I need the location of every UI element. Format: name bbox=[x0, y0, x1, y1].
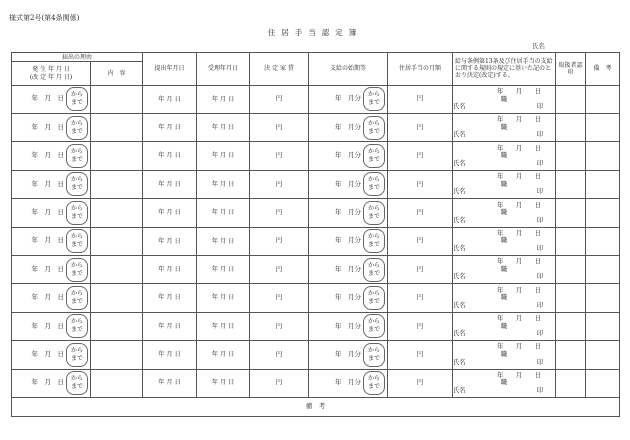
remarks-cell[interactable] bbox=[586, 113, 620, 141]
from-label: から bbox=[70, 91, 83, 99]
from-until-bracket bbox=[66, 172, 88, 196]
decision-text-header: 給与条例第13条及び住居手当の支給に関する規則の規定に基いた記のとおり決定(改定)する。 bbox=[453, 53, 556, 86]
handler-seal-cell[interactable] bbox=[556, 312, 586, 340]
occurrence-date-text: 年 月 日 bbox=[31, 293, 64, 302]
submission-date-cell[interactable]: 年 月 日 bbox=[143, 199, 197, 227]
from-label: から bbox=[70, 318, 83, 326]
seal-label: 印 bbox=[536, 330, 544, 338]
occurrence-date-cell[interactable] bbox=[12, 227, 91, 255]
seal-label: 印 bbox=[536, 131, 544, 139]
occurrence-date-text: 年 月 日 bbox=[31, 122, 64, 131]
until-label: まで bbox=[70, 156, 83, 164]
decision-date: 年 月 日 bbox=[496, 229, 542, 237]
from-until-bracket bbox=[66, 314, 88, 338]
submission-date-cell[interactable]: 年 月 日 bbox=[143, 312, 197, 340]
decision-date: 年 月 日 bbox=[496, 173, 542, 181]
post-label: 職 bbox=[500, 180, 508, 188]
from-label: から bbox=[368, 261, 381, 269]
payment-start-cell[interactable] bbox=[309, 341, 388, 369]
occurrence-date-text: 年 月 日 bbox=[31, 264, 64, 273]
decision-date: 年 月 日 bbox=[496, 87, 542, 95]
revision-date-label: (改 定 年 月 日) bbox=[29, 73, 73, 81]
from-until-bracket bbox=[363, 144, 385, 168]
register-row bbox=[12, 85, 620, 113]
decision-cell[interactable] bbox=[453, 312, 556, 340]
from-until-bracket bbox=[66, 286, 88, 310]
submission-date-cell[interactable]: 年 月 日 bbox=[143, 369, 197, 397]
month-portion-text: 年 月分 bbox=[335, 378, 362, 387]
remarks-cell[interactable] bbox=[586, 255, 620, 283]
from-label: から bbox=[70, 176, 83, 184]
post-label: 職 bbox=[500, 123, 508, 131]
payment-start-cell[interactable] bbox=[309, 312, 388, 340]
remarks-cell[interactable] bbox=[586, 312, 620, 340]
month-portion-text: 年 月分 bbox=[335, 94, 362, 103]
allowance-amount-cell[interactable]: 円 bbox=[388, 341, 453, 369]
receipt-date-cell[interactable]: 年 月 日 bbox=[197, 170, 250, 198]
decided-rent-cell[interactable]: 円 bbox=[250, 113, 309, 141]
payment-start-cell[interactable] bbox=[309, 142, 388, 170]
until-label: まで bbox=[368, 184, 381, 192]
from-until-bracket bbox=[66, 229, 88, 253]
payment-start-cell[interactable] bbox=[309, 284, 388, 312]
allowance-amount-cell[interactable]: 円 bbox=[388, 85, 453, 113]
occurrence-date-cell[interactable] bbox=[12, 142, 91, 170]
until-label: まで bbox=[70, 354, 83, 362]
receipt-date-cell[interactable]: 年 月 日 bbox=[197, 284, 250, 312]
remarks-cell[interactable] bbox=[586, 85, 620, 113]
from-label: から bbox=[70, 261, 83, 269]
decision-cell[interactable] bbox=[453, 113, 556, 141]
allowance-amount-header: 住居手当の月額 bbox=[388, 53, 453, 86]
seal-label: 印 bbox=[536, 245, 544, 253]
register-row bbox=[12, 369, 620, 397]
allowance-amount-cell[interactable]: 円 bbox=[388, 113, 453, 141]
allowance-amount-cell[interactable]: 円 bbox=[388, 369, 453, 397]
decided-rent-cell[interactable]: 円 bbox=[250, 312, 309, 340]
content-cell[interactable] bbox=[91, 85, 143, 113]
from-until-bracket bbox=[66, 87, 88, 111]
submission-date-cell[interactable]: 年 月 日 bbox=[143, 113, 197, 141]
decision-date: 年 月 日 bbox=[496, 144, 542, 152]
receipt-date-cell[interactable]: 年 月 日 bbox=[197, 113, 250, 141]
decided-rent-cell[interactable]: 円 bbox=[250, 284, 309, 312]
handler-seal-cell[interactable] bbox=[556, 142, 586, 170]
handler-seal-cell[interactable] bbox=[556, 170, 586, 198]
from-label: から bbox=[70, 233, 83, 241]
from-label: から bbox=[70, 289, 83, 297]
from-until-bracket bbox=[363, 286, 385, 310]
until-label: まで bbox=[70, 383, 83, 391]
decided-rent-cell[interactable]: 円 bbox=[250, 369, 309, 397]
occurrence-date-text: 年 月 日 bbox=[31, 236, 64, 245]
decision-cell[interactable] bbox=[453, 341, 556, 369]
decided-rent-header: 決 定 家 賃 bbox=[250, 53, 309, 86]
decision-date: 年 月 日 bbox=[496, 371, 542, 379]
content-cell[interactable] bbox=[91, 170, 143, 198]
remarks-header: 備 考 bbox=[586, 53, 620, 86]
occurrence-date-label: 発 生 年 月 日 bbox=[32, 66, 70, 74]
until-label: まで bbox=[368, 269, 381, 277]
register-row bbox=[12, 341, 620, 369]
occurrence-date-cell[interactable] bbox=[12, 113, 91, 141]
register-row bbox=[12, 227, 620, 255]
month-portion-text: 年 月分 bbox=[335, 293, 362, 302]
post-label: 職 bbox=[500, 152, 508, 160]
remarks-cell[interactable] bbox=[586, 341, 620, 369]
from-label: から bbox=[70, 346, 83, 354]
seal-label: 印 bbox=[536, 103, 544, 111]
until-label: まで bbox=[368, 354, 381, 362]
submission-date-header: 提出年月日 bbox=[143, 53, 197, 86]
decision-cell[interactable] bbox=[453, 142, 556, 170]
until-label: まで bbox=[368, 326, 381, 334]
receipt-date-header: 受理年月日 bbox=[197, 53, 250, 86]
decision-cell[interactable] bbox=[453, 255, 556, 283]
decided-rent-cell[interactable]: 円 bbox=[250, 199, 309, 227]
from-until-bracket bbox=[66, 371, 88, 395]
from-until-bracket bbox=[66, 144, 88, 168]
until-label: まで bbox=[70, 269, 83, 277]
decision-cell[interactable] bbox=[453, 284, 556, 312]
register-row bbox=[12, 170, 620, 198]
from-label: から bbox=[368, 204, 381, 212]
month-portion-text: 年 月分 bbox=[335, 179, 362, 188]
from-label: から bbox=[70, 204, 83, 212]
from-until-bracket bbox=[363, 87, 385, 111]
register-row bbox=[12, 113, 620, 141]
from-label: から bbox=[368, 375, 381, 383]
decision-date: 年 月 日 bbox=[496, 286, 542, 294]
occurrence-date-cell[interactable] bbox=[12, 199, 91, 227]
from-label: から bbox=[70, 375, 83, 383]
occurrence-date-text: 年 月 日 bbox=[31, 151, 64, 160]
until-label: まで bbox=[70, 127, 83, 135]
until-label: まで bbox=[70, 298, 83, 306]
from-until-bracket bbox=[363, 258, 385, 282]
name-label: 氏名 bbox=[532, 42, 545, 50]
seal-label: 印 bbox=[536, 301, 544, 309]
month-portion-text: 年 月分 bbox=[335, 151, 362, 160]
receipt-date-cell[interactable]: 年 月 日 bbox=[197, 199, 250, 227]
decider-name-label: 氏名 bbox=[453, 330, 466, 338]
decider-name-label: 氏名 bbox=[453, 301, 466, 309]
content-cell[interactable] bbox=[91, 312, 143, 340]
until-label: まで bbox=[70, 326, 83, 334]
until-label: まで bbox=[368, 383, 381, 391]
occurrence-date-cell[interactable] bbox=[12, 255, 91, 283]
receipt-date-cell[interactable]: 年 月 日 bbox=[197, 227, 250, 255]
remarks-cell[interactable] bbox=[586, 142, 620, 170]
until-label: まで bbox=[368, 127, 381, 135]
decided-rent-cell[interactable]: 円 bbox=[250, 85, 309, 113]
occurrence-date-text: 年 月 日 bbox=[31, 179, 64, 188]
from-label: から bbox=[70, 147, 83, 155]
from-label: から bbox=[368, 346, 381, 354]
month-portion-text: 年 月分 bbox=[335, 349, 362, 358]
handler-seal-cell[interactable] bbox=[556, 369, 586, 397]
from-until-bracket bbox=[363, 201, 385, 225]
until-label: まで bbox=[368, 99, 381, 107]
allowance-register-table bbox=[11, 52, 620, 417]
month-portion-text: 年 月分 bbox=[335, 236, 362, 245]
decided-rent-cell[interactable]: 円 bbox=[250, 255, 309, 283]
payment-start-header: 支給の始期等 bbox=[309, 53, 388, 86]
remarks-cell[interactable] bbox=[586, 284, 620, 312]
until-label: まで bbox=[70, 212, 83, 220]
receipt-date-cell[interactable]: 年 月 日 bbox=[197, 369, 250, 397]
decision-cell[interactable] bbox=[453, 85, 556, 113]
occurrence-date-text: 年 月 日 bbox=[31, 207, 64, 216]
payment-start-cell[interactable] bbox=[309, 113, 388, 141]
payment-start-cell[interactable] bbox=[309, 85, 388, 113]
content-cell[interactable] bbox=[91, 284, 143, 312]
occurrence-date-text: 年 月 日 bbox=[31, 378, 64, 387]
month-portion-text: 年 月分 bbox=[335, 207, 362, 216]
notification-reason-header: 届出の理由 bbox=[12, 53, 143, 62]
from-label: から bbox=[368, 119, 381, 127]
post-label: 職 bbox=[500, 209, 508, 217]
submission-date-cell[interactable]: 年 月 日 bbox=[143, 85, 197, 113]
post-label: 職 bbox=[500, 265, 508, 273]
handler-seal-cell[interactable] bbox=[556, 341, 586, 369]
payment-start-cell[interactable] bbox=[309, 227, 388, 255]
handler-seal-cell[interactable] bbox=[556, 255, 586, 283]
until-label: まで bbox=[70, 184, 83, 192]
allowance-amount-cell[interactable]: 円 bbox=[388, 170, 453, 198]
submission-date-cell[interactable]: 年 月 日 bbox=[143, 142, 197, 170]
allowance-amount-cell[interactable]: 円 bbox=[388, 199, 453, 227]
footer-remarks-row bbox=[12, 397, 620, 416]
from-until-bracket bbox=[363, 229, 385, 253]
receipt-date-cell[interactable]: 年 月 日 bbox=[197, 85, 250, 113]
decider-name-label: 氏名 bbox=[453, 216, 466, 224]
seal-label: 印 bbox=[536, 358, 544, 366]
decision-cell[interactable] bbox=[453, 170, 556, 198]
seal-label: 印 bbox=[536, 159, 544, 167]
payment-start-cell[interactable] bbox=[309, 369, 388, 397]
from-label: から bbox=[368, 289, 381, 297]
decided-rent-cell[interactable]: 円 bbox=[250, 170, 309, 198]
seal-label: 印 bbox=[536, 273, 544, 281]
content-cell[interactable] bbox=[91, 227, 143, 255]
post-label: 職 bbox=[500, 237, 508, 245]
content-header: 内 容 bbox=[91, 62, 143, 85]
allowance-amount-cell[interactable]: 円 bbox=[388, 255, 453, 283]
month-portion-text: 年 月分 bbox=[335, 264, 362, 273]
handler-seal-cell[interactable] bbox=[556, 227, 586, 255]
allowance-amount-cell[interactable]: 円 bbox=[388, 142, 453, 170]
register-row bbox=[12, 255, 620, 283]
occurrence-date-cell[interactable] bbox=[12, 284, 91, 312]
occurrence-date-cell[interactable] bbox=[12, 341, 91, 369]
month-portion-text: 年 月分 bbox=[335, 122, 362, 131]
decided-rent-cell[interactable]: 円 bbox=[250, 341, 309, 369]
handler-seal-cell[interactable] bbox=[556, 284, 586, 312]
decider-name-label: 氏名 bbox=[453, 245, 466, 253]
occurrence-date-text: 年 月 日 bbox=[31, 321, 64, 330]
content-cell[interactable] bbox=[91, 142, 143, 170]
submission-date-cell[interactable]: 年 月 日 bbox=[143, 341, 197, 369]
from-until-bracket bbox=[363, 116, 385, 140]
allowance-amount-cell[interactable]: 円 bbox=[388, 312, 453, 340]
occurrence-date-cell[interactable] bbox=[12, 170, 91, 198]
occurrence-date-cell[interactable] bbox=[12, 85, 91, 113]
decision-cell[interactable] bbox=[453, 369, 556, 397]
handler-seal-header: 取扱者認印 bbox=[556, 53, 586, 86]
handler-seal-cell[interactable] bbox=[556, 199, 586, 227]
from-until-bracket bbox=[66, 116, 88, 140]
decider-name-label: 氏名 bbox=[453, 103, 466, 111]
remarks-cell[interactable] bbox=[586, 369, 620, 397]
from-until-bracket bbox=[363, 172, 385, 196]
month-portion-text: 年 月分 bbox=[335, 321, 362, 330]
receipt-date-cell[interactable]: 年 月 日 bbox=[197, 312, 250, 340]
footer-remarks-cell[interactable] bbox=[12, 397, 620, 416]
submission-date-cell[interactable]: 年 月 日 bbox=[143, 227, 197, 255]
seal-label: 印 bbox=[536, 188, 544, 196]
receipt-date-cell[interactable]: 年 月 日 bbox=[197, 142, 250, 170]
from-until-bracket bbox=[66, 343, 88, 367]
from-label: から bbox=[368, 91, 381, 99]
until-label: まで bbox=[368, 156, 381, 164]
occurrence-date-text: 年 月 日 bbox=[31, 349, 64, 358]
decision-date: 年 月 日 bbox=[496, 258, 542, 266]
submission-date-cell[interactable]: 年 月 日 bbox=[143, 255, 197, 283]
occurrence-date-cell[interactable] bbox=[12, 312, 91, 340]
decision-date: 年 月 日 bbox=[496, 201, 542, 209]
until-label: まで bbox=[368, 212, 381, 220]
from-label: から bbox=[70, 119, 83, 127]
decision-cell[interactable] bbox=[453, 227, 556, 255]
post-label: 職 bbox=[500, 95, 508, 103]
submission-date-cell[interactable]: 年 月 日 bbox=[143, 284, 197, 312]
payment-start-cell[interactable] bbox=[309, 199, 388, 227]
decider-name-label: 氏名 bbox=[453, 273, 466, 281]
decided-rent-cell[interactable]: 円 bbox=[250, 227, 309, 255]
remarks-cell[interactable] bbox=[586, 199, 620, 227]
until-label: まで bbox=[70, 241, 83, 249]
seal-label: 印 bbox=[536, 386, 544, 394]
from-until-bracket bbox=[66, 258, 88, 282]
allowance-amount-cell[interactable]: 円 bbox=[388, 227, 453, 255]
from-label: から bbox=[368, 318, 381, 326]
payment-start-cell[interactable] bbox=[309, 170, 388, 198]
from-until-bracket bbox=[363, 371, 385, 395]
from-label: から bbox=[368, 233, 381, 241]
remarks-cell[interactable] bbox=[586, 170, 620, 198]
post-label: 職 bbox=[500, 379, 508, 387]
from-until-bracket bbox=[363, 343, 385, 367]
register-row bbox=[12, 312, 620, 340]
decider-name-label: 氏名 bbox=[453, 131, 466, 139]
receipt-date-cell[interactable]: 年 月 日 bbox=[197, 255, 250, 283]
content-cell[interactable] bbox=[91, 113, 143, 141]
content-cell[interactable] bbox=[91, 369, 143, 397]
decider-name-label: 氏名 bbox=[453, 386, 466, 394]
decision-date: 年 月 日 bbox=[496, 315, 542, 323]
until-label: まで bbox=[368, 298, 381, 306]
payment-start-cell[interactable] bbox=[309, 255, 388, 283]
register-row bbox=[12, 142, 620, 170]
content-cell[interactable] bbox=[91, 199, 143, 227]
handler-seal-cell[interactable] bbox=[556, 113, 586, 141]
until-label: まで bbox=[70, 99, 83, 107]
content-cell[interactable] bbox=[91, 341, 143, 369]
from-label: から bbox=[368, 176, 381, 184]
decider-name-label: 氏名 bbox=[453, 159, 466, 167]
content-cell[interactable] bbox=[91, 255, 143, 283]
decision-date: 年 月 日 bbox=[496, 116, 542, 124]
register-row bbox=[12, 284, 620, 312]
allowance-amount-cell[interactable]: 円 bbox=[388, 284, 453, 312]
submission-date-cell[interactable]: 年 月 日 bbox=[143, 170, 197, 198]
from-until-bracket bbox=[363, 314, 385, 338]
handler-seal-cell[interactable] bbox=[556, 85, 586, 113]
from-label: から bbox=[368, 147, 381, 155]
seal-label: 印 bbox=[536, 216, 544, 224]
form-number: 様式第2号(第4条関係) bbox=[9, 14, 80, 22]
until-label: まで bbox=[368, 241, 381, 249]
occurrence-date-cell[interactable] bbox=[12, 369, 91, 397]
receipt-date-cell[interactable]: 年 月 日 bbox=[197, 341, 250, 369]
remarks-cell[interactable] bbox=[586, 227, 620, 255]
register-row bbox=[12, 199, 620, 227]
post-label: 職 bbox=[500, 322, 508, 330]
post-label: 職 bbox=[500, 351, 508, 359]
footer-remarks-label: 備 考 bbox=[305, 402, 326, 411]
post-label: 職 bbox=[500, 294, 508, 302]
occurrence-date-header bbox=[12, 62, 91, 85]
decision-cell[interactable] bbox=[453, 199, 556, 227]
decision-date: 年 月 日 bbox=[496, 343, 542, 351]
from-until-bracket bbox=[66, 201, 88, 225]
decided-rent-cell[interactable]: 円 bbox=[250, 142, 309, 170]
form-title: 住居手当認定簿 bbox=[267, 28, 363, 37]
decider-name-label: 氏名 bbox=[453, 188, 466, 196]
occurrence-date-text: 年 月 日 bbox=[31, 94, 64, 103]
decider-name-label: 氏名 bbox=[453, 358, 466, 366]
